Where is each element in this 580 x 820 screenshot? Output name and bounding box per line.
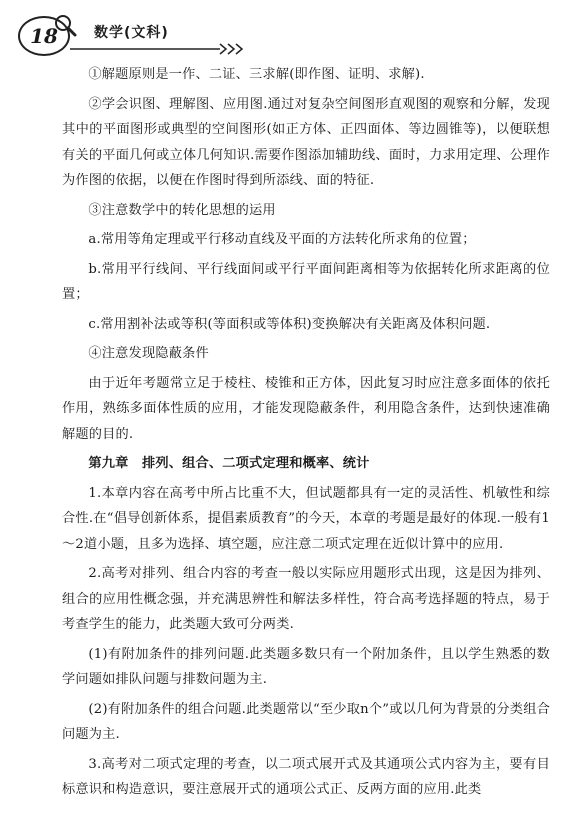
paragraph: 2.高考对排列、组合内容的考查一般以实际应用题形式出现，这是因为排列、组合的应用性概念强，并充满思辨性和解法多样性，符合高考选择题的特点，易于考查学生的能力，此类题大致可分两类. — [62, 566, 550, 632]
paragraph: (1)有附加条件的排列问题.此类题多数只有一个附加条件，且以学生熟悉的数学问题如排队问题与排数问题为主. — [62, 646, 550, 687]
paragraph: a.常用等角定理或平行移动直线及平面的方法转化所求角的位置； — [88, 232, 476, 247]
page-number: 18 — [30, 24, 58, 48]
paragraph: ②学会识图、理解图、应用图.通过对复杂空间图形直观图的观察和分解，发现其中的平面图形或典型的空间图形(如正方体、正四面体、等边圆锥等)，以便联想有关的平面几何或立体几何知识.需要作图添加辅助线、面时，力求用定理、公理作为作图的依据，以便在作图时得到所添线、面的特征. — [62, 96, 550, 188]
magnifier-icon — [52, 12, 78, 38]
page-body — [62, 62, 550, 803]
paragraph: b.常用平行线间、平行线面间或平行平面间距离相等为依据转化所求距离的位置； — [62, 261, 550, 302]
paragraph: (2)有附加条件的组合问题.此类题常以“至少取n个”或以几何为背景的分类组合问题为主. — [62, 701, 550, 742]
paragraph: ③注意数学中的转化思想的运用 — [88, 202, 276, 218]
paragraph: 1.本章内容在高考中所占比重不大，但试题都具有一定的灵活性、机敏性和综合性.在“倡导创新体系，提倡素质教育”的今天，本章的考题是最好的体现.一般有1～2道小题，且多为选择、填空题，应注意二项式定理在近似计算中的应用. — [62, 485, 550, 552]
paragraph: c.常用割补法或等积(等面积或等体积)变换解决有关距离及体积问题. — [88, 316, 491, 332]
page-header — [14, 12, 264, 56]
section-title: 数学(文科) — [94, 25, 169, 41]
arrow-decoration-icon — [70, 43, 250, 55]
paragraph: ①解题原则是一作、二证、三求解(即作图、证明、求解). — [88, 67, 425, 82]
chapter-heading: 第九章 排列、组合、二项式定理和概率、统计 — [88, 456, 370, 471]
paragraph: 3.高考对二项式定理的考查，以二项式展开式及其通项公式内容为主，要有目标意识和构造意识，要注意展开式的通项公式正、反两方面的应用.此类 — [62, 756, 550, 797]
paragraph: 由于近年考题常立足于棱柱、棱锥和正方体，因此复习时应注意多面体的依托作用，熟练多面体性质的应用，才能发现隐蔽条件，利用隐含条件，达到快速准确解题的目的. — [62, 375, 550, 442]
paragraph: ④注意发现隐蔽条件 — [88, 346, 209, 361]
